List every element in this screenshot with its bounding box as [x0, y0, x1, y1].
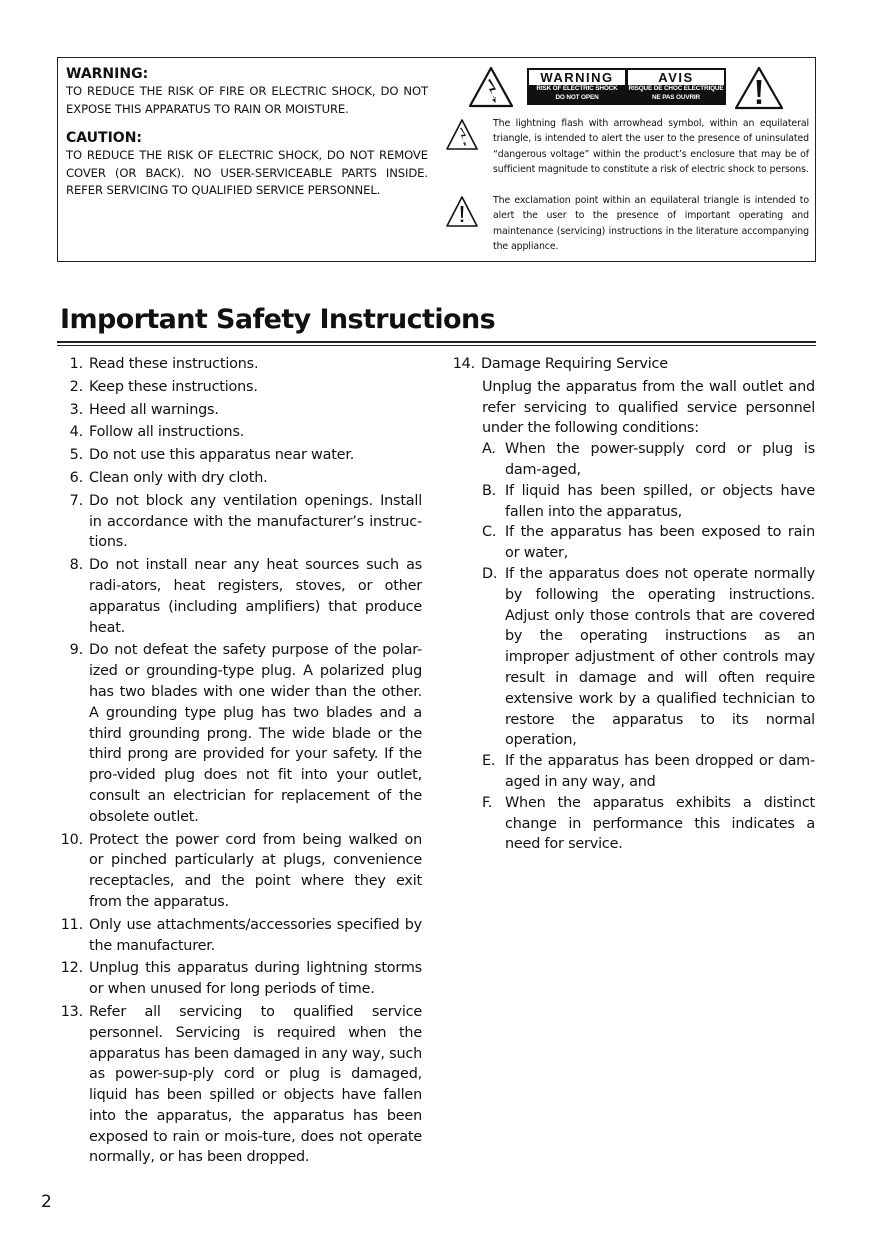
warning-heading: WARNING: [66, 66, 149, 82]
exclamation-symbol-text: The exclamation point within an equilateral triangle is intended to alert the user to the presence of important operating and maintenance (servicing) instructions in the literature accompanying the appliance. [493, 195, 809, 253]
item-number: 6. [69, 469, 83, 486]
page-number: 2 [41, 1192, 52, 1212]
item-text: Follow all instructions. [89, 424, 245, 441]
instruction-list [60, 354, 422, 1168]
item-number: 5. [69, 447, 83, 464]
instruction-item [60, 958, 422, 1000]
avis-badge-line1: RISQUE DE CHOC ELECTRIQUE [628, 85, 724, 92]
item-text: Keep these instructions. [89, 378, 258, 395]
condition-item [482, 751, 815, 793]
instruction-item [60, 400, 422, 421]
item-number: 4. [69, 424, 83, 441]
instructions-left-column [60, 354, 422, 1170]
condition-item [482, 522, 815, 564]
instruction-item [60, 468, 422, 489]
avis-badge-subtitle [628, 85, 724, 103]
warning-caution-column [66, 66, 428, 200]
condition-item [482, 439, 815, 481]
warning-badge-subtitle [529, 85, 625, 103]
avis-badge-line2: NE PAS OUVRIR [652, 93, 700, 101]
lightning-triangle-icon [468, 66, 514, 108]
instruction-item [60, 422, 422, 443]
safety-warning-box [57, 57, 816, 262]
instruction-item [60, 1002, 422, 1168]
item-text: Do not block any ventilation openings. Install in accordance with the manufacturer’s instruc-tions. [89, 492, 422, 551]
avis-badge [626, 68, 726, 105]
title-rule [57, 341, 816, 346]
item-text: Clean only with dry cloth. [89, 469, 268, 486]
exclamation-triangle-icon [734, 66, 784, 110]
condition-text: If the apparatus has been exposed to rain or water, [505, 524, 815, 562]
item-title: Damage Requiring Service [481, 356, 668, 372]
item-number: 2. [69, 378, 83, 395]
condition-letter: A. [482, 441, 496, 458]
instruction-item [60, 555, 422, 638]
item-number: 3. [69, 401, 83, 418]
exclamation-triangle-icon [445, 195, 479, 229]
item-number: 7. [69, 492, 83, 509]
item-number: 12. [60, 960, 83, 977]
condition-letter: E. [482, 753, 496, 770]
item-text: Unplug this apparatus during lightning storms or when unused for long periods of time. [89, 960, 422, 998]
warning-badge-title: WARNING [540, 70, 614, 85]
page-title: Important Safety Instructions [60, 304, 496, 335]
item-text: Refer all servicing to qualified service personnel. Servicing is required when the apparatus has been damaged in any way, such as power-sup-ply cord or plug is damaged, liquid has been spilled or objects have fallen into the apparatus, the apparatus has been exposed to rain or mois-ture, does not operate normally, or has been dropped. [89, 1003, 422, 1166]
condition-letter: C. [482, 524, 497, 541]
condition-text: When the power-supply cord or plug is dam-aged, [505, 441, 815, 478]
item-text: Read these instructions. [89, 356, 259, 372]
lightning-symbol-explanation [445, 116, 809, 190]
condition-item [482, 793, 815, 855]
item-text: Protect the power cord from being walked on or pinched particularly at plugs, convenience receptacles, and the point where they exit from the apparatus. [89, 831, 422, 910]
instruction-item [60, 445, 422, 466]
damage-condition-list [452, 439, 815, 855]
caution-text: TO REDUCE THE RISK OF ELECTRIC SHOCK, DO NOT REMOVE COVER (OR BACK). NO USER-SERVICEABLE PARTS INSIDE. REFER SERVICING TO QUALIFIED SERVICE PERSONNEL. [66, 148, 428, 197]
item-number: 9. [69, 642, 83, 659]
instruction-item [60, 915, 422, 957]
item-number: 11. [60, 916, 83, 933]
item-text: Heed all warnings. [89, 401, 219, 418]
item-number: 8. [69, 557, 83, 574]
warning-badge-line2: DO NOT OPEN [555, 93, 599, 101]
warning-badge [527, 68, 627, 105]
condition-letter: D. [482, 565, 498, 582]
instruction-item-14 [452, 354, 815, 375]
item-number: 10. [60, 831, 83, 848]
lightning-triangle-icon [445, 118, 479, 152]
instruction-item [60, 377, 422, 398]
instruction-list [452, 354, 815, 375]
condition-text: If the apparatus does not operate normally by following the operating instructions. Adjust only those controls that are covered by the operating instructions as an improper adjustment of other controls may result in damage and will often require extensive work by a qualified technician to restore the apparatus to its normal operation, [505, 565, 815, 749]
condition-item [482, 481, 815, 523]
item-text: Do not use this apparatus near water. [89, 447, 355, 464]
exclamation-symbol-explanation [445, 193, 809, 257]
instruction-item [60, 491, 422, 553]
condition-letter: B. [482, 482, 497, 499]
item-text: Only use attachments/accessories specified by the manufacturer. [89, 916, 422, 954]
condition-item [482, 564, 815, 751]
item-number: 14. [452, 356, 475, 372]
warning-badge-line1: RISK OF ELECTRIC SHOCK [536, 85, 618, 92]
item-text: Do not defeat the safety purpose of the polar-ized or grounding-type plug. A polarized plug has two blades with one wider than the other. A grounding type plug has two blades and a third grounding prong. The wide blade or the third prong are provided for your safety. If the pro-vided plug does not fit into your outlet, consult an electrician for replacement of the obsolete outlet. [89, 642, 422, 825]
instructions-right-column [452, 354, 815, 855]
caution-heading: CAUTION: [66, 130, 143, 146]
condition-text: If the apparatus has been dropped or dam-aged in any way, and [505, 753, 815, 790]
damage-intro: Unplug the apparatus from the wall outlet and refer servicing to qualified service personnel under the following conditions: [482, 378, 815, 437]
lightning-symbol-text: The lightning flash with arrowhead symbol, within an equilateral triangle, is intended to alert the user to the presence of uninsulated “dangerous voltage” within the product’s enclosure that may be of sufficient magnitude to constitute a risk of electric shock to persons. [493, 118, 809, 176]
condition-text: If liquid has been spilled, or objects have fallen into the apparatus, [505, 482, 815, 520]
avis-badge-title: AVIS [658, 70, 694, 85]
item-text: Do not install near any heat sources such as radi-ators, heat registers, stoves, or other apparatus (including amplifiers) that produce heat. [89, 557, 422, 636]
instruction-item [60, 640, 422, 827]
instruction-item [60, 830, 422, 913]
item-number: 13. [60, 1003, 83, 1020]
instruction-item [60, 354, 422, 375]
item-number: 1. [69, 356, 83, 372]
condition-letter: F. [482, 794, 493, 811]
condition-text: When the apparatus exhibits a distinct change in performance this indicates a need for service. [505, 794, 815, 853]
shock-warning-label [468, 66, 808, 108]
warning-text: TO REDUCE THE RISK OF FIRE OR ELECTRIC SHOCK, DO NOT EXPOSE THIS APPARATUS TO RAIN OR MOISTURE. [66, 84, 428, 116]
